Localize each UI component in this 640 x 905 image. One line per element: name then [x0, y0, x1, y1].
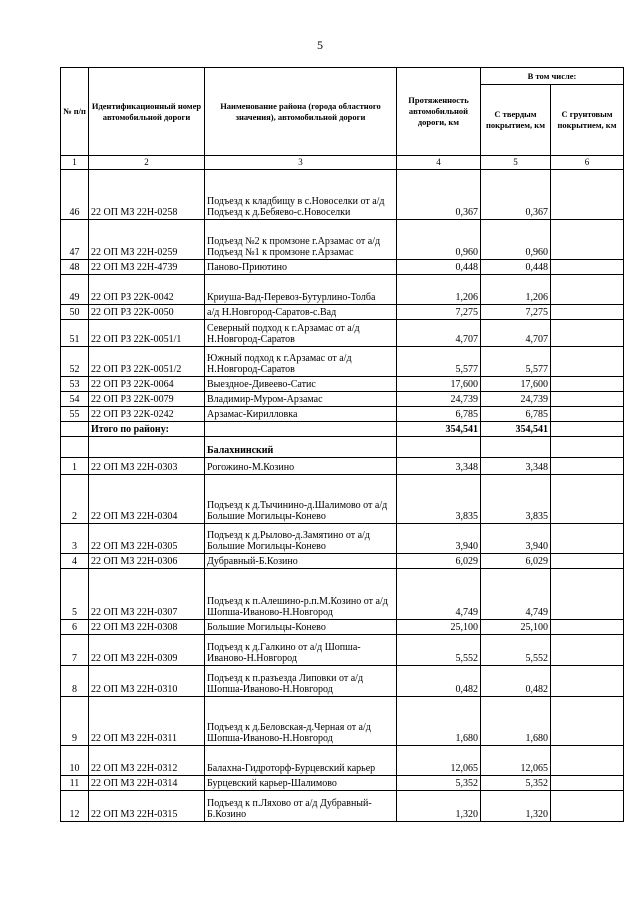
- road-soil: [551, 554, 624, 569]
- row-number: 50: [61, 305, 89, 320]
- row-number: 55: [61, 407, 89, 422]
- header-hard: С твердым покрытием, км: [481, 85, 551, 156]
- table-row: [61, 392, 624, 407]
- total-length: 354,541: [397, 422, 481, 437]
- road-soil: [551, 305, 624, 320]
- column-number: 4: [397, 156, 481, 170]
- road-hard: 0,367: [481, 170, 551, 220]
- row-number: 2: [61, 475, 89, 524]
- road-name: Подъезд к д.Рылово-д.Замятино от а/д Большие Могильцы-Конево: [205, 524, 397, 554]
- road-hard: 5,577: [481, 347, 551, 377]
- road-soil: [551, 666, 624, 697]
- road-name: Подъезд к д.Беловская-д.Черная от а/д Шопша-Иваново-Н.Новгород: [205, 697, 397, 746]
- header-num: № п/п: [61, 68, 89, 156]
- total-empty-cell: [61, 422, 89, 437]
- road-hard: 3,835: [481, 475, 551, 524]
- district-empty-cell: [481, 437, 551, 458]
- table-row: [61, 407, 624, 422]
- road-soil: [551, 776, 624, 791]
- road-length: 1,680: [397, 697, 481, 746]
- table-row: [61, 320, 624, 347]
- road-soil: [551, 746, 624, 776]
- road-length: 4,749: [397, 569, 481, 620]
- roads-table: [60, 67, 624, 822]
- road-length: 24,739: [397, 392, 481, 407]
- total-label: Итого по району:: [89, 422, 205, 437]
- road-length: 17,600: [397, 377, 481, 392]
- road-id: 22 ОП МЗ 22Н-0303: [89, 458, 205, 475]
- table-row: [61, 620, 624, 635]
- road-hard: 1,320: [481, 791, 551, 822]
- table-row: [61, 458, 624, 475]
- road-name: Криуша-Вад-Перевоз-Бутурлино-Толба: [205, 275, 397, 305]
- road-length: 0,367: [397, 170, 481, 220]
- table-row: [61, 524, 624, 554]
- column-number: 3: [205, 156, 397, 170]
- row-number: 47: [61, 220, 89, 260]
- road-length: 12,065: [397, 746, 481, 776]
- total-row: [61, 422, 624, 437]
- header-soil: С грунтовым покрытием, км: [551, 85, 624, 156]
- road-hard: 5,352: [481, 776, 551, 791]
- header-group: В том числе:: [481, 68, 624, 85]
- road-name: Южный подход к г.Арзамас от а/д Н.Новгород-Саратов: [205, 347, 397, 377]
- row-number: 5: [61, 569, 89, 620]
- road-name: Рогожино-М.Козино: [205, 458, 397, 475]
- table-row: [61, 554, 624, 569]
- road-id: 22 ОП МЗ 22Н-0314: [89, 776, 205, 791]
- road-name: Подъезд к п.Ляхово от а/д Дубравный-Б.Козино: [205, 791, 397, 822]
- road-soil: [551, 407, 624, 422]
- road-length: 0,960: [397, 220, 481, 260]
- road-hard: 0,960: [481, 220, 551, 260]
- table-row: [61, 635, 624, 666]
- district-empty-cell: [551, 437, 624, 458]
- row-number: 8: [61, 666, 89, 697]
- road-id: 22 ОП МЗ 22Н-0259: [89, 220, 205, 260]
- district-empty-cell: [89, 437, 205, 458]
- road-soil: [551, 791, 624, 822]
- column-numbers-row: [61, 156, 624, 170]
- column-number: 2: [89, 156, 205, 170]
- road-id: 22 ОП РЗ 22К-0051/1: [89, 320, 205, 347]
- table-row: [61, 377, 624, 392]
- road-soil: [551, 347, 624, 377]
- road-name: Подъезд к д.Тычинино-д.Шалимово от а/д Большие Могильцы-Конево: [205, 475, 397, 524]
- road-soil: [551, 392, 624, 407]
- road-hard: 4,707: [481, 320, 551, 347]
- road-name: Выездное-Дивеево-Сатис: [205, 377, 397, 392]
- road-soil: [551, 524, 624, 554]
- road-name: Подъезд к п.Алешино-р.п.М.Козино от а/д Шопша-Иваново-Н.Новгород: [205, 569, 397, 620]
- road-length: 0,482: [397, 666, 481, 697]
- road-id: 22 ОП РЗ 22К-0064: [89, 377, 205, 392]
- header-name: Наименование района (города областного значения), автомобильной дороги: [205, 68, 397, 156]
- road-length: 25,100: [397, 620, 481, 635]
- road-length: 3,348: [397, 458, 481, 475]
- road-soil: [551, 320, 624, 347]
- road-name: Арзамас-Кирилловка: [205, 407, 397, 422]
- district-row: [61, 437, 624, 458]
- table-row: [61, 275, 624, 305]
- table-row: [61, 746, 624, 776]
- road-soil: [551, 275, 624, 305]
- road-name: Северный подход к г.Арзамас от а/д Н.Новгород-Саратов: [205, 320, 397, 347]
- road-id: 22 ОП РЗ 22К-0050: [89, 305, 205, 320]
- row-number: 6: [61, 620, 89, 635]
- row-number: 46: [61, 170, 89, 220]
- row-number: 12: [61, 791, 89, 822]
- road-hard: 25,100: [481, 620, 551, 635]
- road-length: 3,940: [397, 524, 481, 554]
- district-empty-cell: [397, 437, 481, 458]
- road-name: Большие Могильцы-Конево: [205, 620, 397, 635]
- total-hard: 354,541: [481, 422, 551, 437]
- road-name: Паново-Приютино: [205, 260, 397, 275]
- road-hard: 4,749: [481, 569, 551, 620]
- row-number: 9: [61, 697, 89, 746]
- road-id: 22 ОП РЗ 22К-0042: [89, 275, 205, 305]
- row-number: 7: [61, 635, 89, 666]
- road-soil: [551, 475, 624, 524]
- road-soil: [551, 377, 624, 392]
- road-id: 22 ОП МЗ 22Н-0307: [89, 569, 205, 620]
- road-length: 7,275: [397, 305, 481, 320]
- total-empty-cell: [205, 422, 397, 437]
- road-length: 1,320: [397, 791, 481, 822]
- page-number: 5: [317, 38, 323, 52]
- road-name: а/д Н.Новгород-Саратов-с.Вад: [205, 305, 397, 320]
- road-name: Бурцевский карьер-Шалимово: [205, 776, 397, 791]
- row-number: 1: [61, 458, 89, 475]
- table-row: [61, 347, 624, 377]
- header-id: Идентификационный номер автомобильной дороги: [89, 68, 205, 156]
- road-length: 5,577: [397, 347, 481, 377]
- road-soil: [551, 260, 624, 275]
- row-number: 49: [61, 275, 89, 305]
- table-row: [61, 260, 624, 275]
- table-row: [61, 475, 624, 524]
- road-hard: 5,552: [481, 635, 551, 666]
- road-length: 1,206: [397, 275, 481, 305]
- table-row: [61, 220, 624, 260]
- road-hard: 0,482: [481, 666, 551, 697]
- road-id: 22 ОП МЗ 22Н-0258: [89, 170, 205, 220]
- road-hard: 17,600: [481, 377, 551, 392]
- road-id: 22 ОП МЗ 22Н-0311: [89, 697, 205, 746]
- road-name: Подъезд к п.разъезда Липовки от а/д Шопша-Иваново-Н.Новгород: [205, 666, 397, 697]
- road-name: Подъезд №2 к промзоне г.Арзамас от а/д Подъезд №1 к промзоне г.Арзамас: [205, 220, 397, 260]
- table-row: [61, 791, 624, 822]
- row-number: 4: [61, 554, 89, 569]
- road-name: Подъезд к кладбищу в с.Новоселки от а/д Подъезд к д.Бебяево-с.Новоселки: [205, 170, 397, 220]
- road-soil: [551, 635, 624, 666]
- road-hard: 3,940: [481, 524, 551, 554]
- road-hard: 6,029: [481, 554, 551, 569]
- road-hard: 7,275: [481, 305, 551, 320]
- table-row: [61, 697, 624, 746]
- road-id: 22 ОП МЗ 22Н-0310: [89, 666, 205, 697]
- table-row: [61, 666, 624, 697]
- road-id: 22 ОП МЗ 22Н-0304: [89, 475, 205, 524]
- road-hard: 0,448: [481, 260, 551, 275]
- row-number: 11: [61, 776, 89, 791]
- table-row: [61, 776, 624, 791]
- road-id: 22 ОП МЗ 22Н-0315: [89, 791, 205, 822]
- row-number: 3: [61, 524, 89, 554]
- road-soil: [551, 220, 624, 260]
- road-soil: [551, 697, 624, 746]
- column-number: 6: [551, 156, 624, 170]
- district-name: Балахнинский: [205, 437, 397, 458]
- road-hard: 3,348: [481, 458, 551, 475]
- road-hard: 1,206: [481, 275, 551, 305]
- road-length: 6,785: [397, 407, 481, 422]
- table-row: [61, 170, 624, 220]
- road-hard: 6,785: [481, 407, 551, 422]
- column-number: 5: [481, 156, 551, 170]
- district-empty-cell: [61, 437, 89, 458]
- road-length: 6,029: [397, 554, 481, 569]
- road-length: 3,835: [397, 475, 481, 524]
- road-name: Дубравный-Б.Козино: [205, 554, 397, 569]
- column-number: 1: [61, 156, 89, 170]
- road-id: 22 ОП МЗ 22Н-0312: [89, 746, 205, 776]
- road-name: Владимир-Муром-Арзамас: [205, 392, 397, 407]
- road-length: 0,448: [397, 260, 481, 275]
- road-length: 5,352: [397, 776, 481, 791]
- road-id: 22 ОП РЗ 22К-0079: [89, 392, 205, 407]
- road-length: 4,707: [397, 320, 481, 347]
- road-id: 22 ОП МЗ 22Н-0309: [89, 635, 205, 666]
- road-hard: 1,680: [481, 697, 551, 746]
- road-soil: [551, 569, 624, 620]
- table-row: [61, 305, 624, 320]
- table-row: [61, 569, 624, 620]
- row-number: 53: [61, 377, 89, 392]
- row-number: 51: [61, 320, 89, 347]
- road-hard: 12,065: [481, 746, 551, 776]
- road-id: 22 ОП МЗ 22Н-0308: [89, 620, 205, 635]
- header-length: Протяженность автомобильной дороги, км: [397, 68, 481, 156]
- row-number: 10: [61, 746, 89, 776]
- road-id: 22 ОП МЗ 22Н-0306: [89, 554, 205, 569]
- road-id: 22 ОП МЗ 22Н-4739: [89, 260, 205, 275]
- road-name: Балахна-Гидроторф-Бурцевский карьер: [205, 746, 397, 776]
- road-soil: [551, 620, 624, 635]
- row-number: 48: [61, 260, 89, 275]
- road-name: Подъезд к д.Галкино от а/д Шопша-Иваново-Н.Новгород: [205, 635, 397, 666]
- road-hard: 24,739: [481, 392, 551, 407]
- row-number: 52: [61, 347, 89, 377]
- road-length: 5,552: [397, 635, 481, 666]
- road-soil: [551, 170, 624, 220]
- road-soil: [551, 458, 624, 475]
- road-id: 22 ОП РЗ 22К-0242: [89, 407, 205, 422]
- road-id: 22 ОП МЗ 22Н-0305: [89, 524, 205, 554]
- road-id: 22 ОП РЗ 22К-0051/2: [89, 347, 205, 377]
- total-empty-cell: [551, 422, 624, 437]
- row-number: 54: [61, 392, 89, 407]
